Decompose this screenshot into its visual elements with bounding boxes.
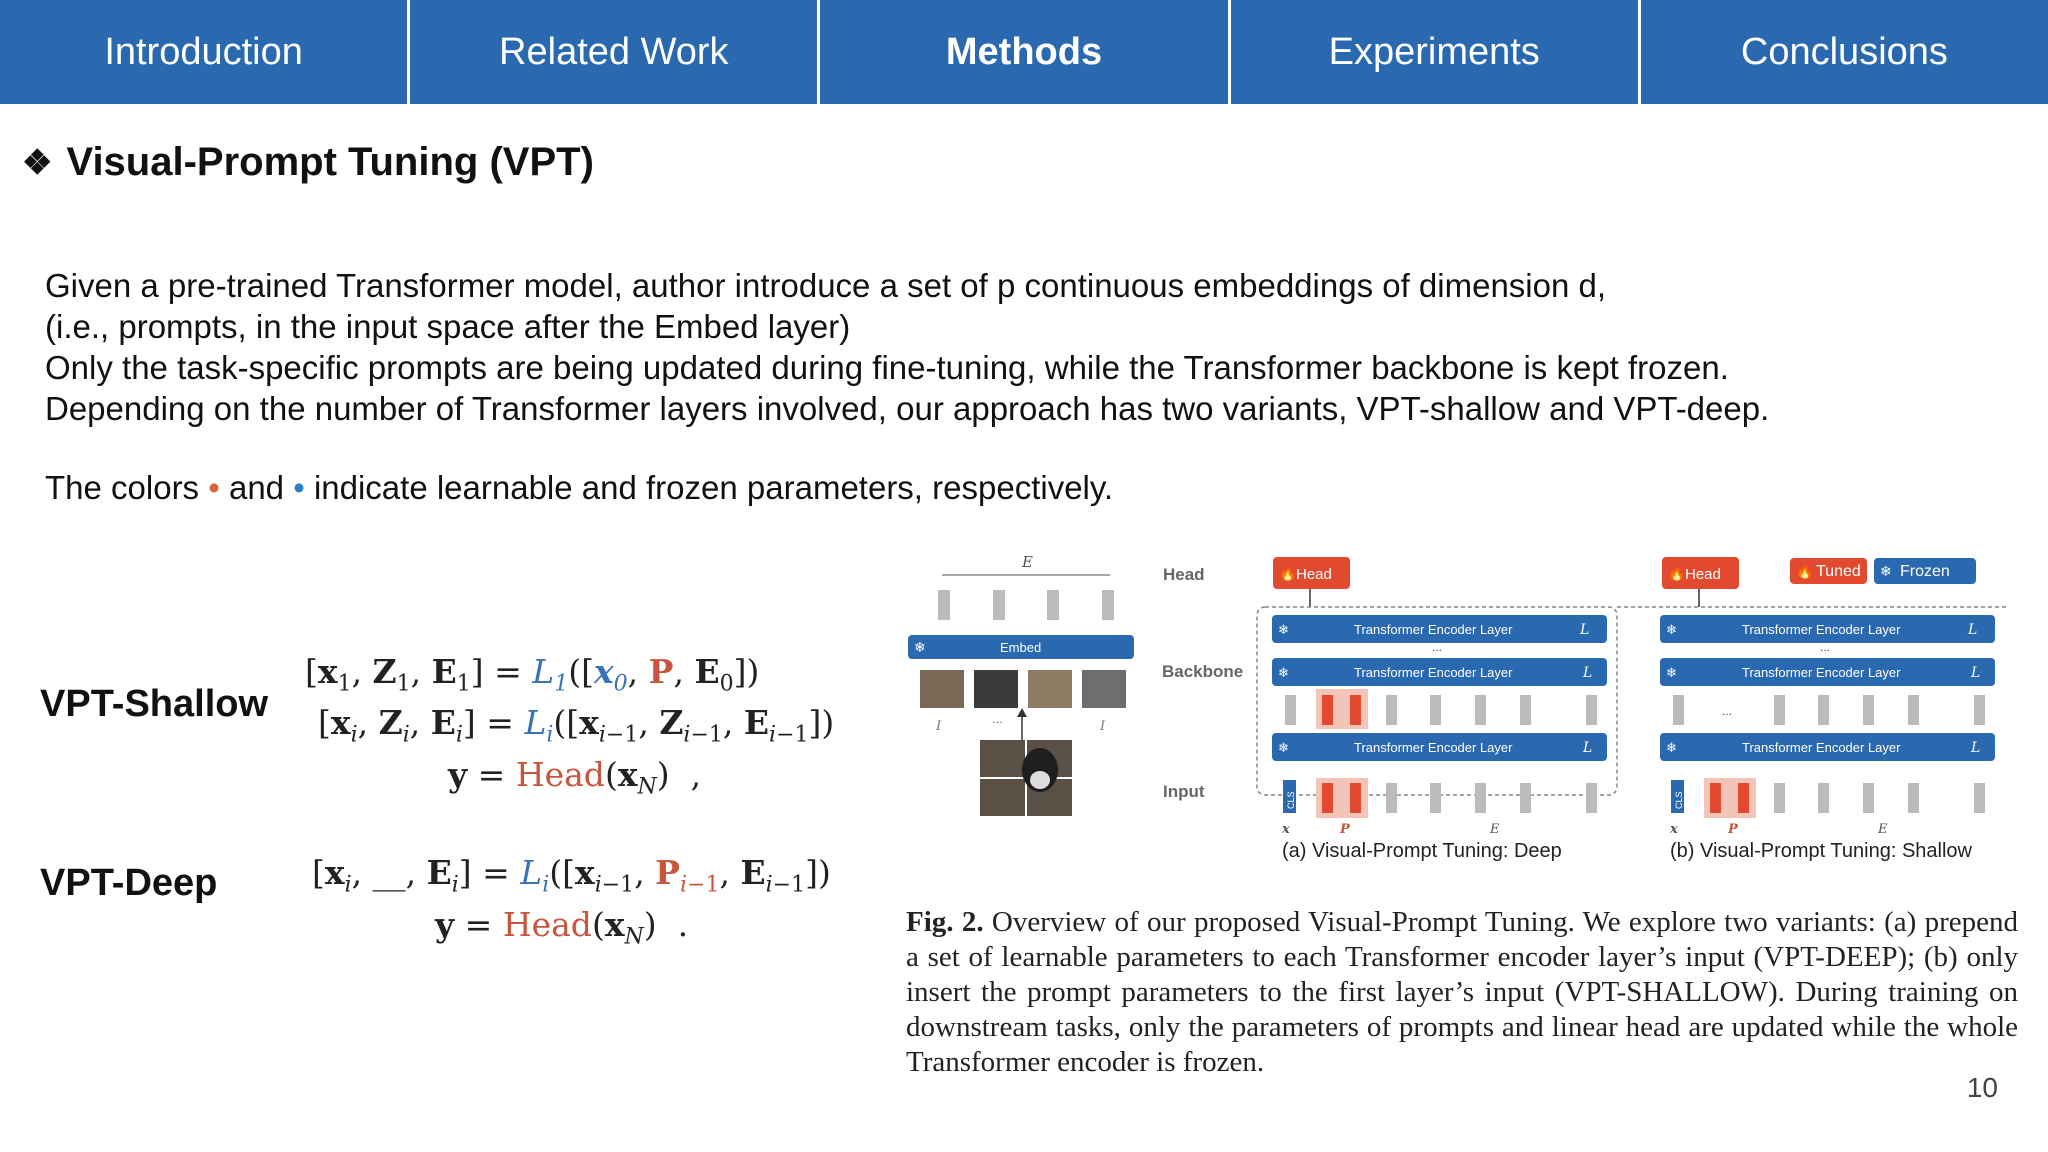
backbone-row-label: Backbone [1162, 662, 1244, 681]
flame-icon: 🔥 [1668, 565, 1686, 581]
snowflake-icon: ❄ [1278, 622, 1289, 637]
x0-label: x [1670, 822, 1678, 837]
l1-label: L [1971, 740, 1981, 756]
e0-input-label: E [1878, 822, 1888, 837]
snowflake-icon: ❄ [1666, 665, 1677, 680]
snowflake-icon: ❄ [914, 639, 926, 655]
cls-label: CLS [1674, 791, 1684, 809]
snowflake-icon: ❄ [1278, 665, 1289, 680]
vpt-shallow-label: VPT-Shallow [40, 683, 269, 725]
embed-label: Embed [1000, 640, 1042, 655]
frozen-dot-icon: • [293, 469, 305, 506]
colors-prefix: The colors [45, 469, 200, 506]
tab-conclusions[interactable]: Conclusions [1641, 0, 2048, 104]
tab-related-work[interactable]: Related Work [410, 0, 817, 104]
vpt-deep-label: VPT-Deep [40, 862, 218, 904]
deep-diagram-caption: (a) Visual-Prompt Tuning: Deep [1282, 840, 1562, 862]
l2-label: L [1583, 665, 1593, 681]
p0-label: P [1728, 822, 1738, 837]
ellipsis: ... [1722, 704, 1733, 718]
section-title [22, 140, 594, 185]
section-title-text: Visual-Prompt Tuning (VPT) [66, 140, 594, 184]
shallow-equation-2: [$x_i$, $Z_i$, $E_i] = L_i([x_{i-1}$, $Z_{i-1}$, $E_{i-1}$]) [318, 703, 835, 748]
description-line: Given a pre-trained Transformer model, author introduce a set of p continuous embeddings of dimension d, [45, 267, 1607, 304]
learnable-dot-icon: • [208, 469, 220, 506]
description-paragraph [45, 265, 1769, 429]
deep-equation-1: [$x_i$, __, $E_i] = L_i([x_{i-1}$, $P_{i-1}$, $E_{i-1}$]) [312, 853, 831, 898]
cls-label: CLS [1286, 791, 1296, 809]
e0-input-label: E [1490, 822, 1500, 837]
flame-icon: 🔥 [1279, 565, 1297, 581]
deep-equation-2: $y = Head(x_N)$ . [435, 905, 689, 950]
tab-methods[interactable]: Methods [820, 0, 1227, 104]
colors-suffix: indicate learnable and frozen parameters, respectively. [313, 469, 1114, 506]
image-patch [1028, 670, 1072, 708]
image-patch [974, 670, 1018, 708]
image-patch [1082, 670, 1126, 708]
encoder-layer-label: Transformer Encoder Layer [1742, 740, 1901, 755]
head-box-label: Head [1296, 566, 1332, 583]
tab-introduction[interactable]: Introduction [0, 0, 407, 104]
x0-label: x [1282, 822, 1290, 837]
color-legend-line [45, 469, 1113, 507]
description-line: (i.e., prompts, in the input space after the Embed layer) [45, 308, 851, 345]
shallow-diagram-caption: (b) Visual-Prompt Tuning: Shallow [1670, 840, 1972, 862]
e0-label: E [1022, 553, 1033, 571]
vpt-deep-diagram [1257, 557, 1617, 862]
page-number: 10 [1966, 1072, 1998, 1103]
input-row-label: Input [1163, 782, 1205, 801]
snowflake-icon: ❄ [1278, 740, 1289, 755]
l1-label: L [1583, 740, 1593, 756]
encoder-layer-label: Transformer Encoder Layer [1354, 665, 1513, 680]
snowflake-icon: ❄ [1666, 622, 1677, 637]
im-label: I [1100, 719, 1106, 734]
l2-label: L [1971, 665, 1981, 681]
shallow-equation-1: [$x_1$, $Z_1$, $E_1] = L_1([x_0$, P, $E_0$]) [305, 652, 760, 697]
ellipsis: ... [992, 711, 1003, 726]
snowflake-icon: ❄ [1666, 740, 1677, 755]
flame-icon: 🔥 [1796, 563, 1814, 579]
tuned-legend-label: Tuned [1816, 563, 1861, 580]
tab-experiments[interactable]: Experiments [1231, 0, 1638, 104]
embed-schematic [908, 553, 1134, 816]
image-patch [920, 670, 964, 708]
encoder-layer-label: Transformer Encoder Layer [1354, 740, 1513, 755]
shallow-equation-3: $y = Head(x_N)$ , [448, 755, 702, 800]
snowflake-icon: ❄ [1880, 563, 1892, 579]
section-nav [0, 0, 2048, 104]
figure-label: Fig. 2. [906, 906, 984, 938]
description-line: Only the task-specific prompts are being updated during fine-tuning, while the Transformer backbone is kept frozen. [45, 349, 1729, 386]
ln-label: L [1580, 622, 1590, 638]
ln-label: L [1968, 622, 1978, 638]
vpt-shallow-diagram [1617, 557, 2008, 862]
encoder-layer-label: Transformer Encoder Layer [1354, 622, 1513, 637]
ellipsis: ... [1432, 640, 1443, 654]
encoder-layer-label: Transformer Encoder Layer [1742, 622, 1901, 637]
encoder-layer-label: Transformer Encoder Layer [1742, 665, 1901, 680]
p0-label: P [1340, 822, 1350, 837]
i1-label: I [936, 719, 942, 734]
head-row-label: Head [1163, 565, 1205, 584]
ellipsis: ... [1820, 640, 1831, 654]
vpt-overview-figure [900, 545, 2020, 875]
colors-and: and [228, 469, 285, 506]
figure-caption [906, 905, 2018, 1080]
description-line: Depending on the number of Transformer layers involved, our approach has two variants, VPT-shallow and VPT-deep. [45, 390, 1770, 427]
diamond-bullet-icon: ❖ [22, 143, 53, 182]
head-box-label: Head [1685, 566, 1721, 583]
frozen-legend-label: Frozen [1900, 563, 1950, 580]
figure-caption-text: Overview of our proposed Visual-Prompt Tuning. We explore two variants: (a) prepend a set of learnable parameters to each Transformer encoder layer’s input (VPT-DEEP); (b) only insert the prompt parameters to the first layer’s input (VPT-SHALLOW). During training on downstream tasks, only the parameters of prompts and linear head are updated while the whole Transformer encoder is frozen. [906, 906, 2018, 1078]
